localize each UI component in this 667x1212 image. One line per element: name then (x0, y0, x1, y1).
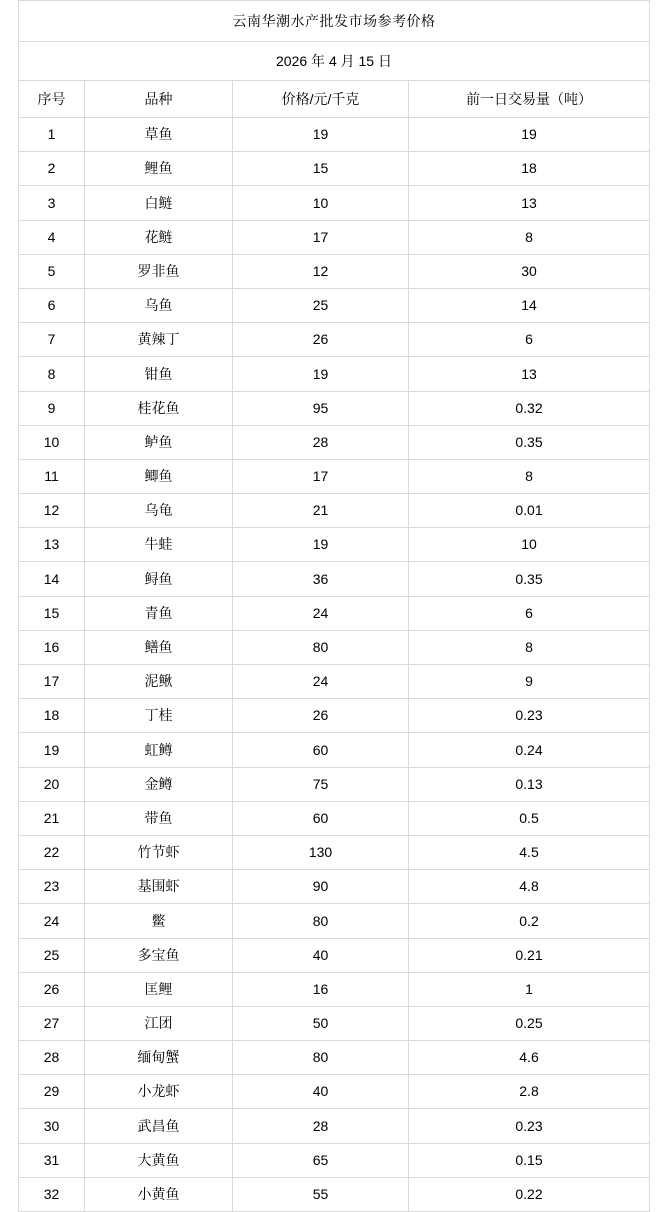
table-row (19, 357, 650, 391)
cell-index: 2 (19, 152, 85, 186)
cell-price: 17 (233, 459, 409, 493)
document-title: 云南华潮水产批发市场参考价格 (19, 1, 650, 42)
table-row (19, 904, 650, 938)
cell-volume: 9 (409, 665, 650, 699)
column-header-variety: 品种 (85, 81, 233, 118)
table-row (19, 118, 650, 152)
cell-volume: 8 (409, 220, 650, 254)
table-row (19, 152, 650, 186)
table-row (19, 528, 650, 562)
cell-index: 16 (19, 630, 85, 664)
table-row (19, 630, 650, 664)
cell-index: 20 (19, 767, 85, 801)
cell-volume: 0.24 (409, 733, 650, 767)
table-row (19, 1177, 650, 1211)
cell-variety: 花鲢 (85, 220, 233, 254)
cell-price: 95 (233, 391, 409, 425)
cell-volume: 13 (409, 357, 650, 391)
table-row (19, 733, 650, 767)
table-row (19, 323, 650, 357)
cell-variety: 丁桂 (85, 699, 233, 733)
cell-volume: 0.15 (409, 1143, 650, 1177)
cell-variety: 鲟鱼 (85, 562, 233, 596)
cell-volume: 30 (409, 254, 650, 288)
cell-variety: 牛蛙 (85, 528, 233, 562)
cell-volume: 19 (409, 118, 650, 152)
cell-price: 19 (233, 528, 409, 562)
cell-volume: 4.5 (409, 835, 650, 869)
cell-volume: 18 (409, 152, 650, 186)
table-row (19, 699, 650, 733)
cell-index: 26 (19, 972, 85, 1006)
cell-volume: 0.23 (409, 1109, 650, 1143)
cell-index: 12 (19, 494, 85, 528)
cell-price: 80 (233, 1041, 409, 1075)
cell-price: 80 (233, 630, 409, 664)
cell-index: 21 (19, 801, 85, 835)
cell-volume: 0.35 (409, 425, 650, 459)
cell-index: 22 (19, 835, 85, 869)
cell-index: 5 (19, 254, 85, 288)
cell-price: 24 (233, 665, 409, 699)
table-row (19, 220, 650, 254)
cell-index: 32 (19, 1177, 85, 1211)
cell-variety: 鳖 (85, 904, 233, 938)
table-row (19, 972, 650, 1006)
cell-variety: 白鲢 (85, 186, 233, 220)
cell-variety: 草鱼 (85, 118, 233, 152)
cell-index: 7 (19, 323, 85, 357)
cell-index: 24 (19, 904, 85, 938)
cell-volume: 6 (409, 596, 650, 630)
cell-index: 19 (19, 733, 85, 767)
cell-price: 36 (233, 562, 409, 596)
cell-index: 10 (19, 425, 85, 459)
cell-price: 80 (233, 904, 409, 938)
cell-variety: 鲫鱼 (85, 459, 233, 493)
cell-variety: 鲈鱼 (85, 425, 233, 459)
cell-variety: 鳝鱼 (85, 630, 233, 664)
document-date: 2026 年 4 月 15 日 (19, 42, 650, 81)
cell-price: 28 (233, 1109, 409, 1143)
cell-variety: 虹鳟 (85, 733, 233, 767)
table-row (19, 1006, 650, 1040)
table-row (19, 1109, 650, 1143)
cell-variety: 匡鲤 (85, 972, 233, 1006)
cell-price: 25 (233, 288, 409, 322)
cell-price: 24 (233, 596, 409, 630)
cell-price: 75 (233, 767, 409, 801)
cell-index: 27 (19, 1006, 85, 1040)
cell-variety: 钳鱼 (85, 357, 233, 391)
cell-volume: 0.2 (409, 904, 650, 938)
table-row (19, 801, 650, 835)
cell-price: 65 (233, 1143, 409, 1177)
cell-index: 23 (19, 870, 85, 904)
table-row (19, 562, 650, 596)
cell-price: 19 (233, 357, 409, 391)
cell-volume: 8 (409, 459, 650, 493)
cell-variety: 江团 (85, 1006, 233, 1040)
table-row (19, 938, 650, 972)
cell-price: 26 (233, 323, 409, 357)
cell-variety: 小龙虾 (85, 1075, 233, 1109)
cell-price: 130 (233, 835, 409, 869)
cell-index: 15 (19, 596, 85, 630)
cell-index: 13 (19, 528, 85, 562)
cell-price: 26 (233, 699, 409, 733)
table-row (19, 391, 650, 425)
cell-price: 21 (233, 494, 409, 528)
table-row (19, 870, 650, 904)
table-row (19, 596, 650, 630)
cell-variety: 大黄鱼 (85, 1143, 233, 1177)
table-row (19, 288, 650, 322)
cell-price: 40 (233, 938, 409, 972)
cell-variety: 乌龟 (85, 494, 233, 528)
cell-index: 9 (19, 391, 85, 425)
cell-index: 4 (19, 220, 85, 254)
cell-variety: 缅甸蟹 (85, 1041, 233, 1075)
price-table-body (19, 1, 650, 1212)
cell-volume: 0.32 (409, 391, 650, 425)
cell-variety: 小黄鱼 (85, 1177, 233, 1211)
cell-price: 55 (233, 1177, 409, 1211)
cell-index: 6 (19, 288, 85, 322)
cell-variety: 鲤鱼 (85, 152, 233, 186)
table-row (19, 254, 650, 288)
table-row (19, 186, 650, 220)
cell-index: 28 (19, 1041, 85, 1075)
cell-volume: 0.5 (409, 801, 650, 835)
cell-variety: 泥鳅 (85, 665, 233, 699)
cell-index: 8 (19, 357, 85, 391)
cell-volume: 0.01 (409, 494, 650, 528)
cell-price: 90 (233, 870, 409, 904)
cell-variety: 基围虾 (85, 870, 233, 904)
cell-index: 30 (19, 1109, 85, 1143)
table-row (19, 665, 650, 699)
price-table (18, 0, 650, 1212)
table-row (19, 767, 650, 801)
cell-price: 10 (233, 186, 409, 220)
cell-index: 25 (19, 938, 85, 972)
cell-price: 50 (233, 1006, 409, 1040)
title-row (19, 1, 650, 42)
cell-price: 19 (233, 118, 409, 152)
table-row (19, 1075, 650, 1109)
cell-variety: 武昌鱼 (85, 1109, 233, 1143)
cell-price: 15 (233, 152, 409, 186)
cell-price: 17 (233, 220, 409, 254)
cell-price: 60 (233, 801, 409, 835)
cell-variety: 乌鱼 (85, 288, 233, 322)
cell-price: 12 (233, 254, 409, 288)
cell-variety: 黄辣丁 (85, 323, 233, 357)
cell-variety: 金鳟 (85, 767, 233, 801)
cell-volume: 2.8 (409, 1075, 650, 1109)
cell-volume: 0.21 (409, 938, 650, 972)
table-row (19, 459, 650, 493)
cell-index: 1 (19, 118, 85, 152)
cell-variety: 多宝鱼 (85, 938, 233, 972)
cell-volume: 1 (409, 972, 650, 1006)
table-row (19, 1041, 650, 1075)
cell-volume: 0.23 (409, 699, 650, 733)
cell-index: 17 (19, 665, 85, 699)
cell-index: 14 (19, 562, 85, 596)
cell-volume: 0.13 (409, 767, 650, 801)
cell-price: 16 (233, 972, 409, 1006)
cell-index: 29 (19, 1075, 85, 1109)
cell-volume: 8 (409, 630, 650, 664)
cell-variety: 罗非鱼 (85, 254, 233, 288)
cell-volume: 10 (409, 528, 650, 562)
table-header-row (19, 81, 650, 118)
table-row (19, 835, 650, 869)
cell-variety: 桂花鱼 (85, 391, 233, 425)
cell-variety: 青鱼 (85, 596, 233, 630)
cell-volume: 14 (409, 288, 650, 322)
cell-volume: 0.22 (409, 1177, 650, 1211)
cell-price: 60 (233, 733, 409, 767)
cell-price: 28 (233, 425, 409, 459)
date-row (19, 42, 650, 81)
table-row (19, 494, 650, 528)
column-header-volume: 前一日交易量（吨） (409, 81, 650, 118)
cell-variety: 带鱼 (85, 801, 233, 835)
cell-volume: 0.35 (409, 562, 650, 596)
cell-index: 3 (19, 186, 85, 220)
cell-volume: 6 (409, 323, 650, 357)
cell-index: 18 (19, 699, 85, 733)
cell-volume: 13 (409, 186, 650, 220)
cell-volume: 4.6 (409, 1041, 650, 1075)
column-header-price: 价格/元/千克 (233, 81, 409, 118)
cell-price: 40 (233, 1075, 409, 1109)
column-header-index: 序号 (19, 81, 85, 118)
table-row (19, 425, 650, 459)
cell-volume: 4.8 (409, 870, 650, 904)
cell-index: 31 (19, 1143, 85, 1177)
cell-variety: 竹节虾 (85, 835, 233, 869)
table-row (19, 1143, 650, 1177)
cell-index: 11 (19, 459, 85, 493)
cell-volume: 0.25 (409, 1006, 650, 1040)
